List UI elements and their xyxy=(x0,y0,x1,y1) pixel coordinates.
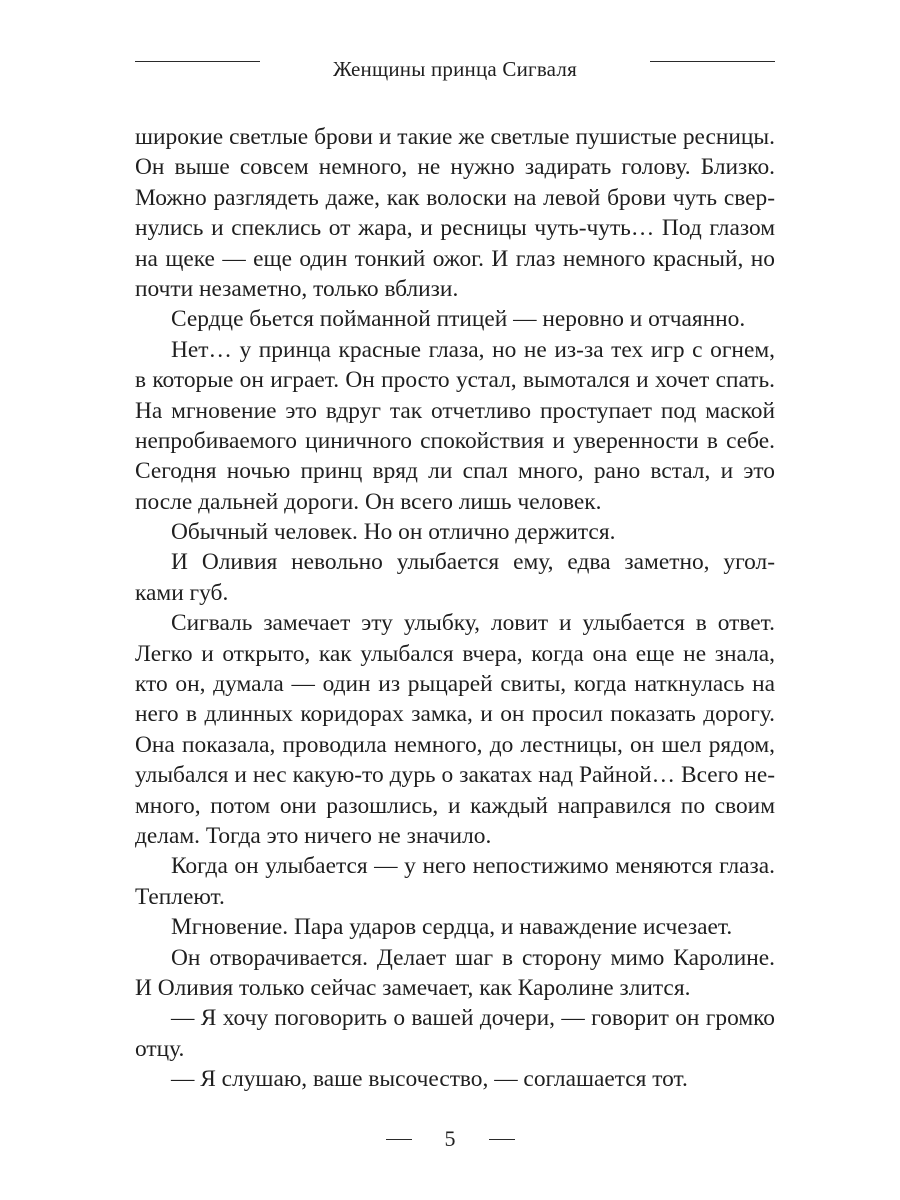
text-line: ками губ. xyxy=(135,579,229,606)
paragraph xyxy=(135,608,775,851)
paragraph xyxy=(135,943,775,1004)
paragraph xyxy=(135,517,775,547)
text-line: Она показала, проводила немного, до лестницы, он шел рядом, xyxy=(135,731,775,758)
running-title: Женщины принца Сигваля xyxy=(333,56,577,81)
text-line: Легко и открыто, как улыбался вчера, когда она еще не знала, xyxy=(135,640,775,667)
page-header xyxy=(135,52,775,86)
text-line: Он выше совсем немного, не нужно задирать голову. Близко. xyxy=(135,154,775,181)
text-line: на щеке — еще один тонкий ожог. И глаз немного красный, но xyxy=(135,245,775,272)
text-line: Сигваль замечает эту улыбку, ловит и улыбается в ответ. xyxy=(171,610,775,637)
paragraph xyxy=(135,912,775,942)
text-line: улыбался и нес какую-то дурь о закатах над Райной… Всего не- xyxy=(135,762,775,789)
paragraph xyxy=(135,851,775,912)
text-line: И Оливия только сейчас замечает, как Каролине злится. xyxy=(135,974,691,1001)
text-line: — Я хочу поговорить о вашей дочери, — говорит он громко xyxy=(171,1005,775,1032)
text-line: широкие светлые брови и такие же светлые пушистые ресницы. xyxy=(135,124,775,150)
page-footer xyxy=(0,1122,900,1156)
text-line: Сердце бьется пойманной птицей — неровно и отчаянно. xyxy=(171,306,746,333)
text-line: И Оливия невольно улыбается ему, едва заметно, угол- xyxy=(171,549,775,576)
text-line: Сегодня ночью принц вряд ли спал много, рано встал, и это xyxy=(135,458,775,485)
header-rule-right xyxy=(650,61,775,62)
text-line: отцу. xyxy=(135,1035,185,1062)
text-line: Теплеют. xyxy=(135,883,225,910)
text-line: почти незаметно, только вблизи. xyxy=(135,275,459,302)
text-line: Можно разглядеть даже, как волоски на левой брови чуть свер- xyxy=(135,184,775,211)
text-line: непробиваемого циничного спокойствия и уверенности в себе. xyxy=(135,427,775,454)
paragraph xyxy=(135,1003,775,1064)
text-line: в которые он играет. Он просто устал, вымотался и хочет спать. xyxy=(135,367,775,394)
text-line: Обычный человек. Но он отлично держится. xyxy=(171,519,616,546)
footer-rule-left xyxy=(386,1139,412,1140)
paragraph xyxy=(135,547,775,608)
footer-rule-right xyxy=(489,1139,515,1140)
text-line: много, потом они разошлись, и каждый направился по своим xyxy=(135,792,775,819)
text-line: нулись и спеклись от жара, и ресницы чуть-чуть… Под глазом xyxy=(135,215,775,242)
paragraph xyxy=(135,122,775,304)
text-line: него в длинных коридорах замка, и он просил показать дорогу. xyxy=(135,701,775,728)
text-line: Он отворачивается. Делает шаг в сторону мимо Каролине. xyxy=(171,944,775,971)
body-text xyxy=(135,122,775,1095)
text-line: после дальней дороги. Он всего лишь человек. xyxy=(135,488,602,515)
paragraph xyxy=(135,304,775,334)
text-line: Нет… у принца красные глаза, но не из-за тех игр с огнем, xyxy=(171,336,775,363)
paragraph xyxy=(135,1064,775,1094)
text-line: Мгновение. Пара ударов сердца, и наваждение исчезает. xyxy=(171,914,733,941)
page-number: 5 xyxy=(444,1126,456,1151)
text-line: кто он, думала — один из рыцарей свиты, когда наткнулась на xyxy=(135,671,775,698)
text-line: делам. Тогда это ничего не значило. xyxy=(135,822,492,849)
text-line: Когда он улыбается — у него непостижимо меняются глаза. xyxy=(171,853,775,880)
paragraph xyxy=(135,335,775,517)
text-line: На мгновение это вдруг так отчетливо проступает под маской xyxy=(135,397,775,424)
header-rule-left xyxy=(135,61,260,62)
text-line: — Я слушаю, ваше высочество, — соглашается тот. xyxy=(171,1066,688,1093)
